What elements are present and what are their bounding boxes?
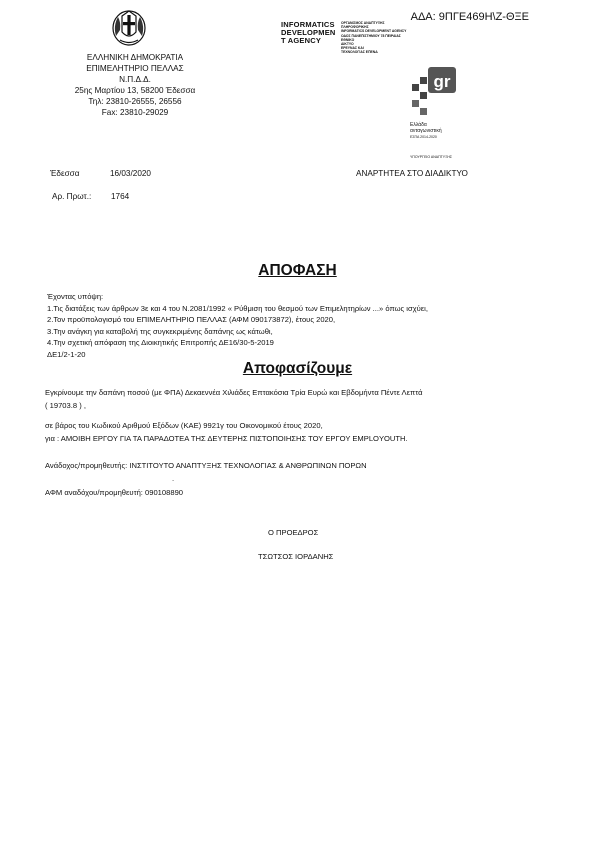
agency-name-line: DEVELOPMEN <box>281 28 336 37</box>
document-date: 16/03/2020 <box>110 169 151 178</box>
agency-name-line: T AGENCY <box>281 36 322 45</box>
decision-subtitle: Αποφασίζουμε <box>242 360 353 377</box>
org-line: ΕΛΛΗΝΙΚΗ ΔΗΜΟΚΡΑΤΙΑ <box>86 53 184 62</box>
purpose-line: για : ΑΜΟΙΒΗ ΕΡΓΟΥ ΓΙΑ ΤΑ ΠΑΡΑΔΟΤΕΑ ΤΗΣ ΔΕΥΤΕΡΗΣ ΠΙΣΤΟΠΟΙΗΣΗΣ ΤΟΥ ΕΡΓΟΥ EMPLOYOUTH. <box>45 434 408 443</box>
org-fax: Fax: 23810-29029 <box>101 108 169 117</box>
gr-logo-text: gr <box>433 72 451 91</box>
gr-caption <box>410 122 470 160</box>
agency-small-line: INFORMATICS DEVELOPMENT AGENCY <box>341 29 407 34</box>
gr-logo-icon <box>410 64 460 120</box>
contractor-line: Ανάδοχος/προμηθευτής: ΙΝΣΤΙΤΟΥΤΟ ΑΝΑΠΤΥΞΗΣ ΤΕΧΝΟΛΟΓΙΑΣ & ΑΝΘΡΩΠΙΝΩΝ ΠΟΡΩΝ <box>45 461 367 470</box>
considering-item: 2.Τον προϋπολογισμό του ΕΠΙΜΕΛΗΤΗΡΙΟ ΠΕΛΛΑΣ (ΑΦΜ 090173872), έτους 2020, <box>47 315 336 324</box>
posting-notice: ΑΝΑΡΤΗΤΕΑ ΣΤΟ ΔΙΑΔΙΚΤΥΟ <box>356 169 468 178</box>
agency-small-line: ΕΡΕΥΝΑΣ ΚΑΙ <box>341 46 364 51</box>
considering-heading: Έχοντας υπόψη: <box>47 292 104 301</box>
gr-caption-line: Ελλάδα <box>410 122 427 128</box>
agency-small-line: ΤΕΧΝΟΛΟΓΙΑΣ ΕΠΕΝΔ <box>341 50 378 55</box>
place-label: Έδεσσα <box>50 169 80 178</box>
agency-small-line: ΟΡΓΑΝΙΣΜΟΣ ΑΝΑΠΤΥΞΗΣ <box>341 21 385 25</box>
agency-logo <box>281 20 407 55</box>
protocol-number: 1764 <box>111 192 130 201</box>
budget-code-line: σε βάρος του Κωδικού Αριθμού Εξόδων (ΚΑΕ) 9921γ του Οικονομικού έτους 2020, <box>45 421 323 430</box>
considering-item: 1.Τις διατάξεις των άρθρων 3ε και 4 του Ν.2081/1992 « Ρύθμιση του θεσμού των Επιμελητηρίων ...» όπως ισχύει, <box>47 304 428 313</box>
protocol-label: Αρ. Πρωτ.: <box>52 192 92 201</box>
considering-item: 4.Την σχετική απόφαση της Διοικητικής Επιτροπής ΔΕ16/30-5-2019 <box>47 338 274 347</box>
contractor-afm: ΑΦΜ αναδόχου/προμηθευτή: 090108890 <box>45 488 184 497</box>
gr-caption-line: ΕΣΠΑ 2014-2020 <box>410 135 437 139</box>
agency-small-line: ΟΔΟΣ ΠΑΝΕΠΙΣΤΗΜΙΟΥ 78 ΠΕΙΡΑΙΑΣ <box>341 33 401 38</box>
agency-small-text <box>341 21 431 55</box>
org-address: 25ης Μαρτίου 13, 58200 Έδεσσα <box>74 86 196 95</box>
considering-item: ΔΕ1/2-1-20 <box>47 350 86 359</box>
approval-line: Εγκρίνουμε την δαπάνη ποσού (με ΦΠΑ) Δεκαεννέα Χιλιάδες Επτακόσια Τρία Ευρώ και Εβδομήντα Πέντε Λεπτά <box>45 388 423 397</box>
considering-item: 3.Την ανάγκη για καταβολή της συγκεκριμένης δαπάνης ως κάτωθι, <box>47 327 273 336</box>
org-line: ΕΠΙΜΕΛΗΤΗΡΙΟ ΠΕΛΛΑΣ <box>86 64 184 73</box>
org-phone: Τηλ: 23810-26555, 26556 <box>88 97 182 106</box>
issuer-block <box>55 52 215 118</box>
agency-name-line: INFORMATICS <box>281 20 335 29</box>
greek-emblem-icon <box>112 8 146 46</box>
gr-caption-line: ανταγωνιστική <box>410 128 442 134</box>
org-line: Ν.Π.Δ.Δ. <box>119 75 151 84</box>
approval-amount: ( 19703.8 ) , <box>45 401 86 410</box>
decision-title: ΑΠΟΦΑΣΗ <box>258 262 337 279</box>
signer-name: ΤΣΩΤΣΟΣ ΙΟΡΔΑΝΗΣ <box>258 552 334 561</box>
gr-caption-line: ΥΠΟΥΡΓΕΙΟ ΑΝΑΠΤΥΞΗΣ <box>410 155 453 159</box>
agency-small-line: ΕΘΝΙΚΟ <box>341 37 355 42</box>
ada-code: ΑΔΑ: 9ΠΓΕ469Η\Ζ-ΘΞΕ <box>410 11 529 23</box>
agency-small-line: ΠΛΗΡΟΦΟΡΙΚΗΣ <box>341 25 369 30</box>
agency-small-line: ΔΙΚΤΥΟ <box>341 42 354 47</box>
separator-dot: . <box>172 474 175 483</box>
signer-role: Ο ΠΡΟΕΔΡΟΣ <box>268 528 319 537</box>
